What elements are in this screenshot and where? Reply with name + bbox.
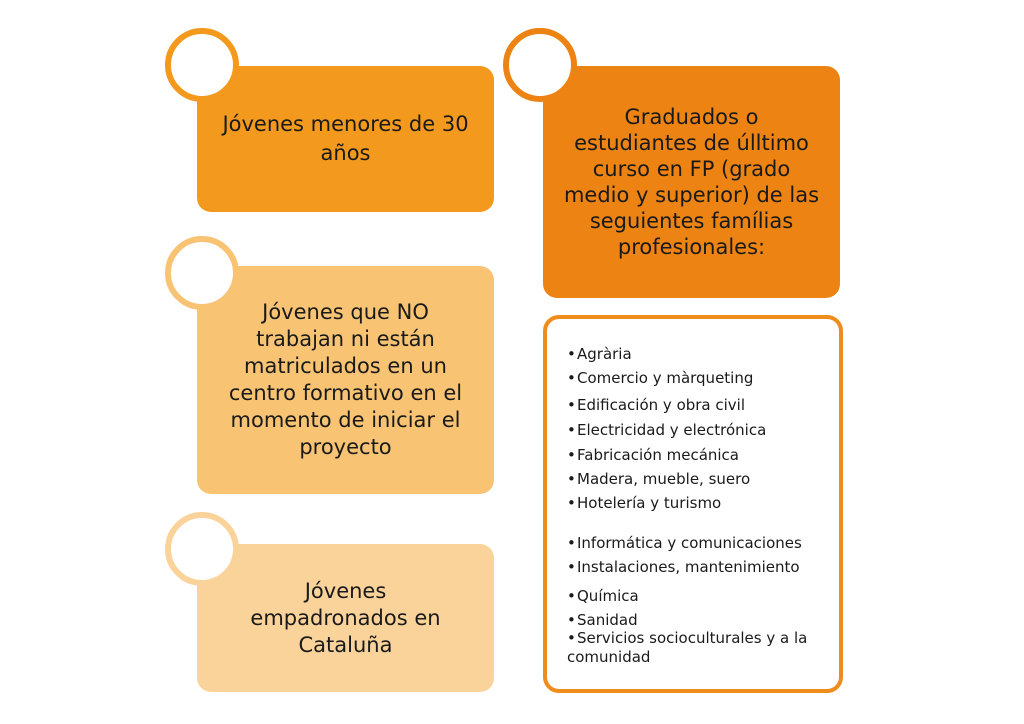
list-item: •Comercio y màrqueting [567, 369, 754, 387]
professional-families-list [543, 315, 843, 693]
requirement-not-working-box [197, 266, 494, 494]
requirement-not-working-text: Jóvenes que NO trabajan ni están matriculados en un centro formativo en el momento de iniciar el proyecto [228, 300, 463, 459]
requirement-graduates-box [543, 66, 840, 298]
list-item: •Electricidad y electrónica [567, 421, 767, 439]
list-item: •Edificación y obra civil [567, 396, 746, 414]
list-item: •Servicios socioculturales y a la comunidad [567, 629, 808, 666]
requirement-age-circle-icon [165, 28, 239, 102]
requirement-not-working-circle-icon [165, 236, 239, 310]
list-item: •Fabricación mecánica [567, 446, 739, 464]
requirement-age-box [197, 66, 494, 212]
requirement-graduates-text: Graduados o estudiantes de úlltimo curso en FP (grado medio y superior) de las seguientes famílias profesionales: [563, 105, 820, 259]
list-item: •Hotelería y turismo [567, 494, 722, 512]
requirement-registered-circle-icon [165, 512, 239, 586]
list-item: •Informática y comunicaciones [567, 534, 802, 552]
requirement-age-text: Jóvenes menores de 30 años [222, 112, 469, 165]
requirement-graduates-circle-icon [503, 28, 577, 102]
list-item: •Instalaciones, mantenimiento [567, 558, 800, 576]
list-item: •Madera, mueble, suero [567, 470, 751, 488]
list-item: •Agrària [567, 345, 632, 363]
requirement-registered-text: Jóvenes empadronados en Cataluña [250, 578, 441, 657]
list-item: •Química [567, 587, 639, 605]
list-item: •Sanidad [567, 611, 638, 629]
requirement-registered-box [197, 544, 494, 692]
